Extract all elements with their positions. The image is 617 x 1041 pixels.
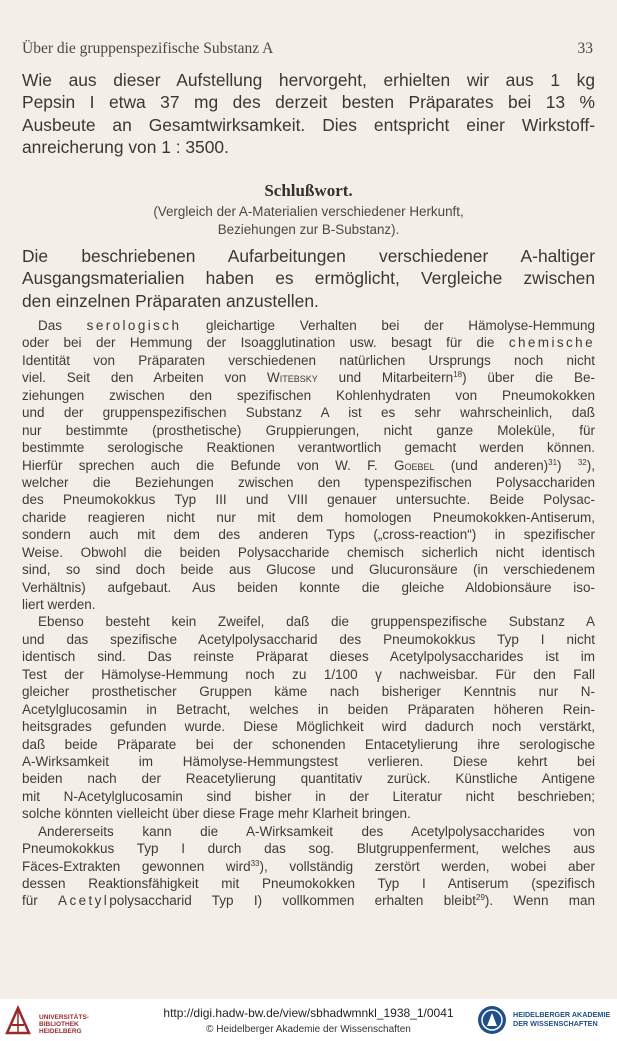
- text-line: welcher die Beziehungen zwischen den typenspezifischen Polysacchariden: [22, 474, 595, 490]
- text-line: gleicher prosthetischer Gruppen käme nach bisheriger Kenntnis nur N-: [22, 684, 595, 700]
- text-run: (und anderen): [450, 457, 549, 473]
- text-line: anreicherung von 1 : 3500.: [22, 136, 229, 157]
- text-line: [22, 858, 595, 875]
- permalink[interactable]: http://digi.hadw-bw.de/view/sbhadwmnkl_1938_1/0041: [163, 1006, 454, 1020]
- text-line: Pepsin I etwa 37 mg des derzeit besten Präparates bei 13 %: [22, 92, 595, 113]
- text-run: und Mitarbeitern: [338, 370, 454, 386]
- text-run: für: [22, 893, 38, 909]
- lead-paragraph: [22, 245, 595, 312]
- text-line: nur bestimmte (prosthetische) Gruppierungen, nicht ganze Moleküle, für: [22, 422, 595, 438]
- text-line: Hierfür sprechen auch die Befunde von W. F. Goebel (und anderen)$^{31}$) $^{32}$),: [22, 457, 595, 473]
- viewer-footer: [0, 999, 617, 1041]
- body-text: [22, 317, 595, 910]
- fraction: 1/100: [323, 666, 358, 682]
- author-name: Goebel: [393, 457, 435, 473]
- footnote-ref: 18: [453, 370, 463, 380]
- text-run: ). Wenn man: [484, 893, 595, 909]
- running-title: Über die gruppenspezifische Substanz A: [22, 40, 274, 57]
- running-header: [22, 40, 593, 60]
- text-run: ),: [586, 457, 595, 473]
- text-run: ) über die Be-: [462, 370, 595, 386]
- spaced-word: Acetyl: [58, 893, 110, 909]
- text-line: Ebenso besteht kein Zweifel, daß die gruppenspezifische Substanz A: [38, 614, 595, 630]
- text-line: dessen Reaktionsfähigkeit mit Pneumokokken Typ I Antiserum (spezifisch: [22, 876, 595, 891]
- text-line: [22, 892, 595, 909]
- text-run: Hierfür sprechen auch die Befunde von W. F.: [22, 457, 378, 473]
- subtitle-line: Beziehungen zur B-Substanz).: [217, 221, 400, 237]
- academy-logo[interactable]: [476, 1004, 508, 1036]
- text-run: Das: [38, 318, 63, 333]
- text-line: mit N-Acetylglucosamin sind bisher in der Literatur nicht beschrieben;: [22, 788, 595, 804]
- text-line: Wie aus dieser Aufstellung hervorgeht, erhielten wir aus 1 kg: [22, 70, 595, 90]
- text-line: den einzelnen Präparaten anzustellen.: [22, 290, 319, 311]
- text-run: viel. Seit den Arbeiten von: [22, 370, 247, 386]
- text-line: [22, 666, 595, 683]
- text-run: polysaccharid Typ I) vollkommen erhalten bleibt: [109, 893, 476, 909]
- spaced-word: chemische: [508, 335, 595, 351]
- intro-paragraph: [22, 69, 595, 158]
- subtitle-line: (Vergleich der A-Materialien verschiedener Herkunft,: [153, 204, 464, 219]
- spaced-word: serologisch: [86, 318, 182, 333]
- text-line: und das spezifische Acetylpolysaccharid des Pneumokokkus Typ I nicht: [22, 631, 595, 647]
- academy-seal-icon: [476, 1004, 508, 1036]
- text-line: und der gruppenspezifischen Substanz A ist es sehr wahrscheinlich, daß: [22, 405, 595, 421]
- text-run: gleichartige Verhalten bei der Hämolyse-Hemmung: [206, 318, 595, 333]
- text-line: Ausbeute an Gesamtwirksamkeit. Dies entspricht einer Wirkstoff-: [22, 114, 595, 135]
- text-line: Die beschriebenen Aufarbeitungen verschiedener A-haltiger: [22, 246, 595, 266]
- text-line: identisch sind. Das reinste Präparat dieses Acetylpolysaccharides ist im: [22, 649, 595, 665]
- text-line: sondern auch mit dem des anderen Typs („cross-reaction“) in spezifischer: [22, 527, 595, 543]
- academy-logo-text: HEIDELBERGER AKADEMIE DER WISSENSCHAFTEN: [513, 1010, 611, 1028]
- text-line: charide reagieren nicht nur mit dem homologen Pneumokokken-Antiserum,: [22, 509, 595, 525]
- text-line: Ausgangsmaterialien haben es ermöglicht, Vergleiche zwischen: [22, 268, 595, 289]
- text-run: ), vollständig zerstört werden, wobei aber: [259, 858, 595, 874]
- author-name: Witebsky: [267, 370, 318, 386]
- text-line: heitsgrades gefunden wurde. Diese Möglichkeit wird dadurch noch verstärkt,: [22, 719, 595, 735]
- copyright-notice: © Heidelberger Akademie der Wissenschaften: [206, 1024, 411, 1035]
- text-line: liert werden.: [22, 597, 96, 612]
- text-line: Weise. Obwohl die beiden Polysaccharide chemisch sicherlich nicht identisch: [22, 544, 595, 560]
- text-run: γ nachweisbar. Für den Fall: [375, 666, 595, 682]
- text-line: Acetylglucosamin in Betracht, welches in beiden Präparaten höheren Rein-: [22, 701, 595, 717]
- text-line: sind, so sind doch beide aus Glucose und Glucuronsäure (in verschiedenem: [22, 562, 595, 578]
- text-line: ziehungen zwischen den spezifischen Kohlenhydraten von Pneumokokken: [22, 387, 595, 403]
- text-line: Pneumokokkus Typ I durch das sog. Blutgruppenferment, welches aus: [22, 841, 595, 857]
- text-line: [22, 317, 595, 334]
- text-line: solche könnten vielleicht über diese Frage mehr Klarheit bringen.: [22, 806, 411, 822]
- footnote-ref: 33: [250, 858, 260, 868]
- text-line: des Pneumokokkus Typ III und VIII genauer untersuchte. Beide Polysac-: [22, 492, 595, 508]
- text-line: Andererseits kann die A-Wirksamkeit des Acetylpolysaccharides von: [38, 823, 595, 839]
- text-line: [22, 334, 595, 351]
- library-logo-text: UNIVERSITÄTS- BIBLIOTHEK HEIDELBERG: [39, 1014, 89, 1036]
- text-line: Identität von Präparaten verschiedenen natürlichen Ursprungs noch nicht: [22, 352, 595, 368]
- text-run: oder bei der Hemmung der Isoagglutination usw. besagt für die: [22, 335, 495, 351]
- text-line: bestimmte serologische Reaktionen verantwortlich gemacht werden können.: [22, 440, 595, 456]
- page-number: 33: [577, 40, 593, 57]
- footnote-ref: 31: [548, 457, 558, 467]
- text-line: Verhältnis) aufgebaut. Aus beiden konnte die gleiche Aldobionsäure iso-: [22, 579, 595, 595]
- footnote-ref: 29: [476, 893, 485, 903]
- text-line: A-Wirksamkeit im Hämolyse-Hemmungstest verlieren. Diese kehrt bei: [22, 753, 595, 769]
- text-line: daß beide Präparate bei der schonenden Entacetylierung ihre serologische: [22, 736, 595, 752]
- section-title: Schlußwort.: [264, 181, 353, 200]
- text-line: [22, 369, 595, 386]
- section-subtitle: [0, 203, 617, 238]
- text-run: Test der Hämolyse-Hemmung noch zu: [22, 666, 307, 682]
- text-run: Fäces-Extrakten gewonnen wird: [22, 858, 251, 874]
- text-line: beiden nach der Reacetylierung quantitativ zurück. Künstliche Antigene: [22, 771, 595, 787]
- footnote-ref: 32: [577, 457, 587, 467]
